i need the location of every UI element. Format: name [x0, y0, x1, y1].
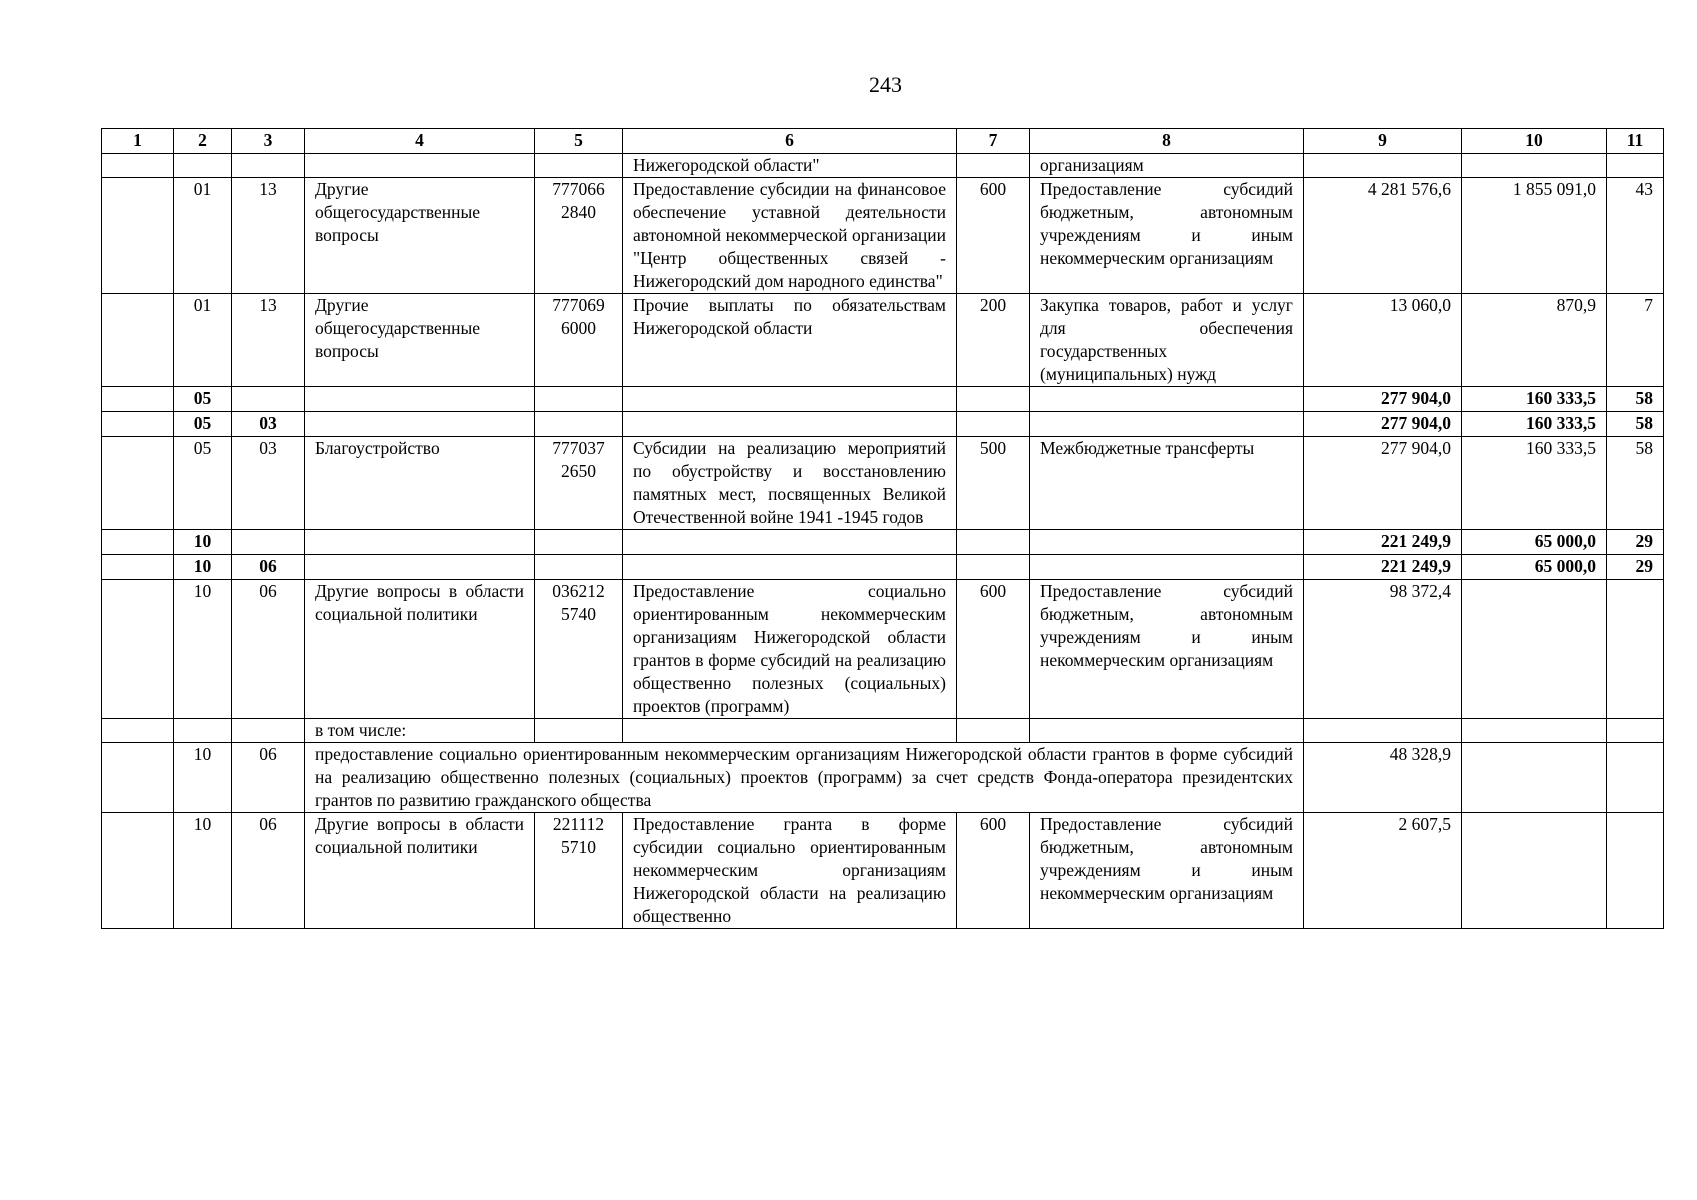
cell-plan: 4 281 576,6 [1304, 178, 1462, 294]
cell-section: 10 [174, 530, 232, 555]
cell-expense-type-name [1030, 530, 1304, 555]
table-row [102, 719, 1664, 743]
cell-subsection-name [305, 387, 535, 412]
cell-expense-type-name: Закупка товаров, работ и услуг для обеспечения государственных (муниципальных) нужд [1030, 294, 1304, 387]
cell-target-name [623, 530, 957, 555]
cell-target-code: 777037 2650 [535, 437, 623, 530]
cell-subsection: 06 [232, 580, 305, 719]
cell-subsection-name: Благоустройство [305, 437, 535, 530]
cell-col1 [102, 530, 174, 555]
cell-actual: 1 855 091,0 [1462, 178, 1607, 294]
cell-expense-type-name [1030, 555, 1304, 580]
cell-actual [1462, 580, 1607, 719]
cell-expense-type-name: Предоставление субсидий бюджетным, автономным учреждениям и иным некоммерческим организациям [1030, 813, 1304, 929]
cell-expense-type-name: организациям [1030, 154, 1304, 178]
cell-target-name [623, 387, 957, 412]
table-row [102, 154, 1664, 178]
header-cell: 1 [102, 129, 174, 154]
budget-table [101, 128, 1664, 929]
header-cell: 2 [174, 129, 232, 154]
cell-target-code [535, 555, 623, 580]
header-cell: 8 [1030, 129, 1304, 154]
header-cell: 6 [623, 129, 957, 154]
cell-expense-type-name [1030, 412, 1304, 437]
cell-percent: 58 [1607, 437, 1664, 530]
cell-section: 01 [174, 294, 232, 387]
page-number: 243 [869, 72, 902, 97]
cell-plan: 2 607,5 [1304, 813, 1462, 929]
cell-target-code [535, 387, 623, 412]
cell-subsection: 03 [232, 412, 305, 437]
cell-percent: 29 [1607, 530, 1664, 555]
cell-col1 [102, 387, 174, 412]
cell-plan: 98 372,4 [1304, 580, 1462, 719]
cell-plan: 48 328,9 [1304, 743, 1462, 813]
cell-target-code [535, 412, 623, 437]
cell-percent [1607, 813, 1664, 929]
cell-subsection: 13 [232, 178, 305, 294]
cell-target-code [535, 530, 623, 555]
cell-expense-type [957, 412, 1030, 437]
cell-expense-type-name: Межбюджетные трансферты [1030, 437, 1304, 530]
cell-target-name: Прочие выплаты по обязательствам Нижегородской области [623, 294, 957, 387]
cell-expense-type: 600 [957, 178, 1030, 294]
cell-plan [1304, 719, 1462, 743]
cell-target-code [535, 719, 623, 743]
cell-expense-type [957, 555, 1030, 580]
cell-subsection-name: Другие вопросы в области социальной политики [305, 580, 535, 719]
table-row [102, 743, 1664, 813]
cell-col1 [102, 437, 174, 530]
cell-section: 05 [174, 387, 232, 412]
cell-expense-type: 500 [957, 437, 1030, 530]
cell-target-name: Предоставление субсидии на финансовое обеспечение уставной деятельности автономной некоммерческой организации "Центр общественных связей - Нижегородский дом народного единства" [623, 178, 957, 294]
cell-col1 [102, 178, 174, 294]
cell-percent [1607, 719, 1664, 743]
table-row-total [102, 412, 1664, 437]
header-cell: 11 [1607, 129, 1664, 154]
table-row [102, 294, 1664, 387]
cell-expense-type-name [1030, 387, 1304, 412]
cell-subsection [232, 719, 305, 743]
cell-expense-type: 600 [957, 813, 1030, 929]
cell-actual [1462, 719, 1607, 743]
cell-subsection [232, 387, 305, 412]
cell-section: 05 [174, 437, 232, 530]
cell-actual: 160 333,5 [1462, 437, 1607, 530]
cell-subsection-name: в том числе: [305, 719, 535, 743]
cell-col1 [102, 719, 174, 743]
cell-plan: 221 249,9 [1304, 555, 1462, 580]
table-row [102, 437, 1664, 530]
cell-col1 [102, 555, 174, 580]
cell-expense-type: 200 [957, 294, 1030, 387]
cell-plan: 13 060,0 [1304, 294, 1462, 387]
cell-percent: 58 [1607, 412, 1664, 437]
cell-target-name: Предоставление гранта в форме субсидии социально ориентированным некоммерческим организациям Нижегородской области на реализацию общественно [623, 813, 957, 929]
cell-target-name: Предоставление социально ориентированным некоммерческим организациям Нижегородской области грантов в форме субсидий на реализацию общественно полезных (социальных) проектов (программ) [623, 580, 957, 719]
cell-percent: 7 [1607, 294, 1664, 387]
cell-col1 [102, 813, 174, 929]
cell-expense-type-name [1030, 719, 1304, 743]
cell-plan [1304, 154, 1462, 178]
cell-plan: 277 904,0 [1304, 387, 1462, 412]
header-cell: 7 [957, 129, 1030, 154]
cell-section: 01 [174, 178, 232, 294]
cell-percent [1607, 580, 1664, 719]
cell-section [174, 154, 232, 178]
cell-actual: 160 333,5 [1462, 387, 1607, 412]
cell-subsection-name [305, 555, 535, 580]
cell-target-name [623, 555, 957, 580]
cell-actual [1462, 743, 1607, 813]
cell-expense-type [957, 530, 1030, 555]
cell-percent: 43 [1607, 178, 1664, 294]
cell-target-code: 036212 5740 [535, 580, 623, 719]
cell-actual: 65 000,0 [1462, 555, 1607, 580]
cell-section: 10 [174, 580, 232, 719]
cell-target-code: 777066 2840 [535, 178, 623, 294]
cell-target-code [535, 154, 623, 178]
cell-expense-type [957, 154, 1030, 178]
table-row [102, 178, 1664, 294]
cell-subsection-name [305, 530, 535, 555]
cell-target-name [623, 412, 957, 437]
cell-plan: 221 249,9 [1304, 530, 1462, 555]
header-row [102, 129, 1664, 154]
header-cell: 10 [1462, 129, 1607, 154]
table-row-total [102, 530, 1664, 555]
header-cell: 3 [232, 129, 305, 154]
cell-actual [1462, 813, 1607, 929]
cell-subsection: 06 [232, 555, 305, 580]
cell-expense-type-name: Предоставление субсидий бюджетным, автономным учреждениям и иным некоммерческим организациям [1030, 580, 1304, 719]
cell-expense-type-name: Предоставление субсидий бюджетным, автономным учреждениям и иным некоммерческим организациям [1030, 178, 1304, 294]
cell-subsection: 03 [232, 437, 305, 530]
cell-col1 [102, 580, 174, 719]
cell-subsection: 06 [232, 813, 305, 929]
cell-target-name: Субсидии на реализацию мероприятий по обустройству и восстановлению памятных мест, посвященных Великой Отечественной войне 1941 -1945 годов [623, 437, 957, 530]
cell-percent: 29 [1607, 555, 1664, 580]
cell-target-code: 221112 5710 [535, 813, 623, 929]
cell-plan: 277 904,0 [1304, 437, 1462, 530]
cell-expense-type [957, 387, 1030, 412]
cell-col1 [102, 154, 174, 178]
cell-expense-type [957, 719, 1030, 743]
table-row [102, 580, 1664, 719]
cell-section [174, 719, 232, 743]
cell-subsection-name [305, 412, 535, 437]
cell-actual: 870,9 [1462, 294, 1607, 387]
cell-section: 05 [174, 412, 232, 437]
cell-percent: 58 [1607, 387, 1664, 412]
header-cell: 9 [1304, 129, 1462, 154]
cell-subsection [232, 530, 305, 555]
cell-actual: 65 000,0 [1462, 530, 1607, 555]
cell-target-name [623, 719, 957, 743]
table-row [102, 813, 1664, 929]
header-cell: 5 [535, 129, 623, 154]
cell-actual: 160 333,5 [1462, 412, 1607, 437]
cell-col1 [102, 294, 174, 387]
cell-plan: 277 904,0 [1304, 412, 1462, 437]
cell-subsection-name: Другие общегосударственные вопросы [305, 178, 535, 294]
cell-col1 [102, 412, 174, 437]
cell-subsection: 06 [232, 743, 305, 813]
cell-col1 [102, 743, 174, 813]
cell-subsection-name: Другие вопросы в области социальной политики [305, 813, 535, 929]
cell-percent [1607, 154, 1664, 178]
cell-percent [1607, 743, 1664, 813]
cell-section: 10 [174, 555, 232, 580]
cell-section: 10 [174, 813, 232, 929]
table-row-total [102, 555, 1664, 580]
cell-section: 10 [174, 743, 232, 813]
cell-merged-description: предоставление социально ориентированным некоммерческим организациям Нижегородской области грантов в форме субсидий на реализацию общественно полезных (социальных) проектов (программ) за счет средств Фонда-оператора президентских грантов по развитию гражданского общества [305, 743, 1304, 813]
cell-subsection: 13 [232, 294, 305, 387]
table-row-total [102, 387, 1664, 412]
cell-actual [1462, 154, 1607, 178]
cell-target-name: Нижегородской области" [623, 154, 957, 178]
header-cell: 4 [305, 129, 535, 154]
cell-expense-type: 600 [957, 580, 1030, 719]
cell-subsection [232, 154, 305, 178]
cell-target-code: 777069 6000 [535, 294, 623, 387]
cell-subsection-name: Другие общегосударственные вопросы [305, 294, 535, 387]
cell-subsection-name [305, 154, 535, 178]
